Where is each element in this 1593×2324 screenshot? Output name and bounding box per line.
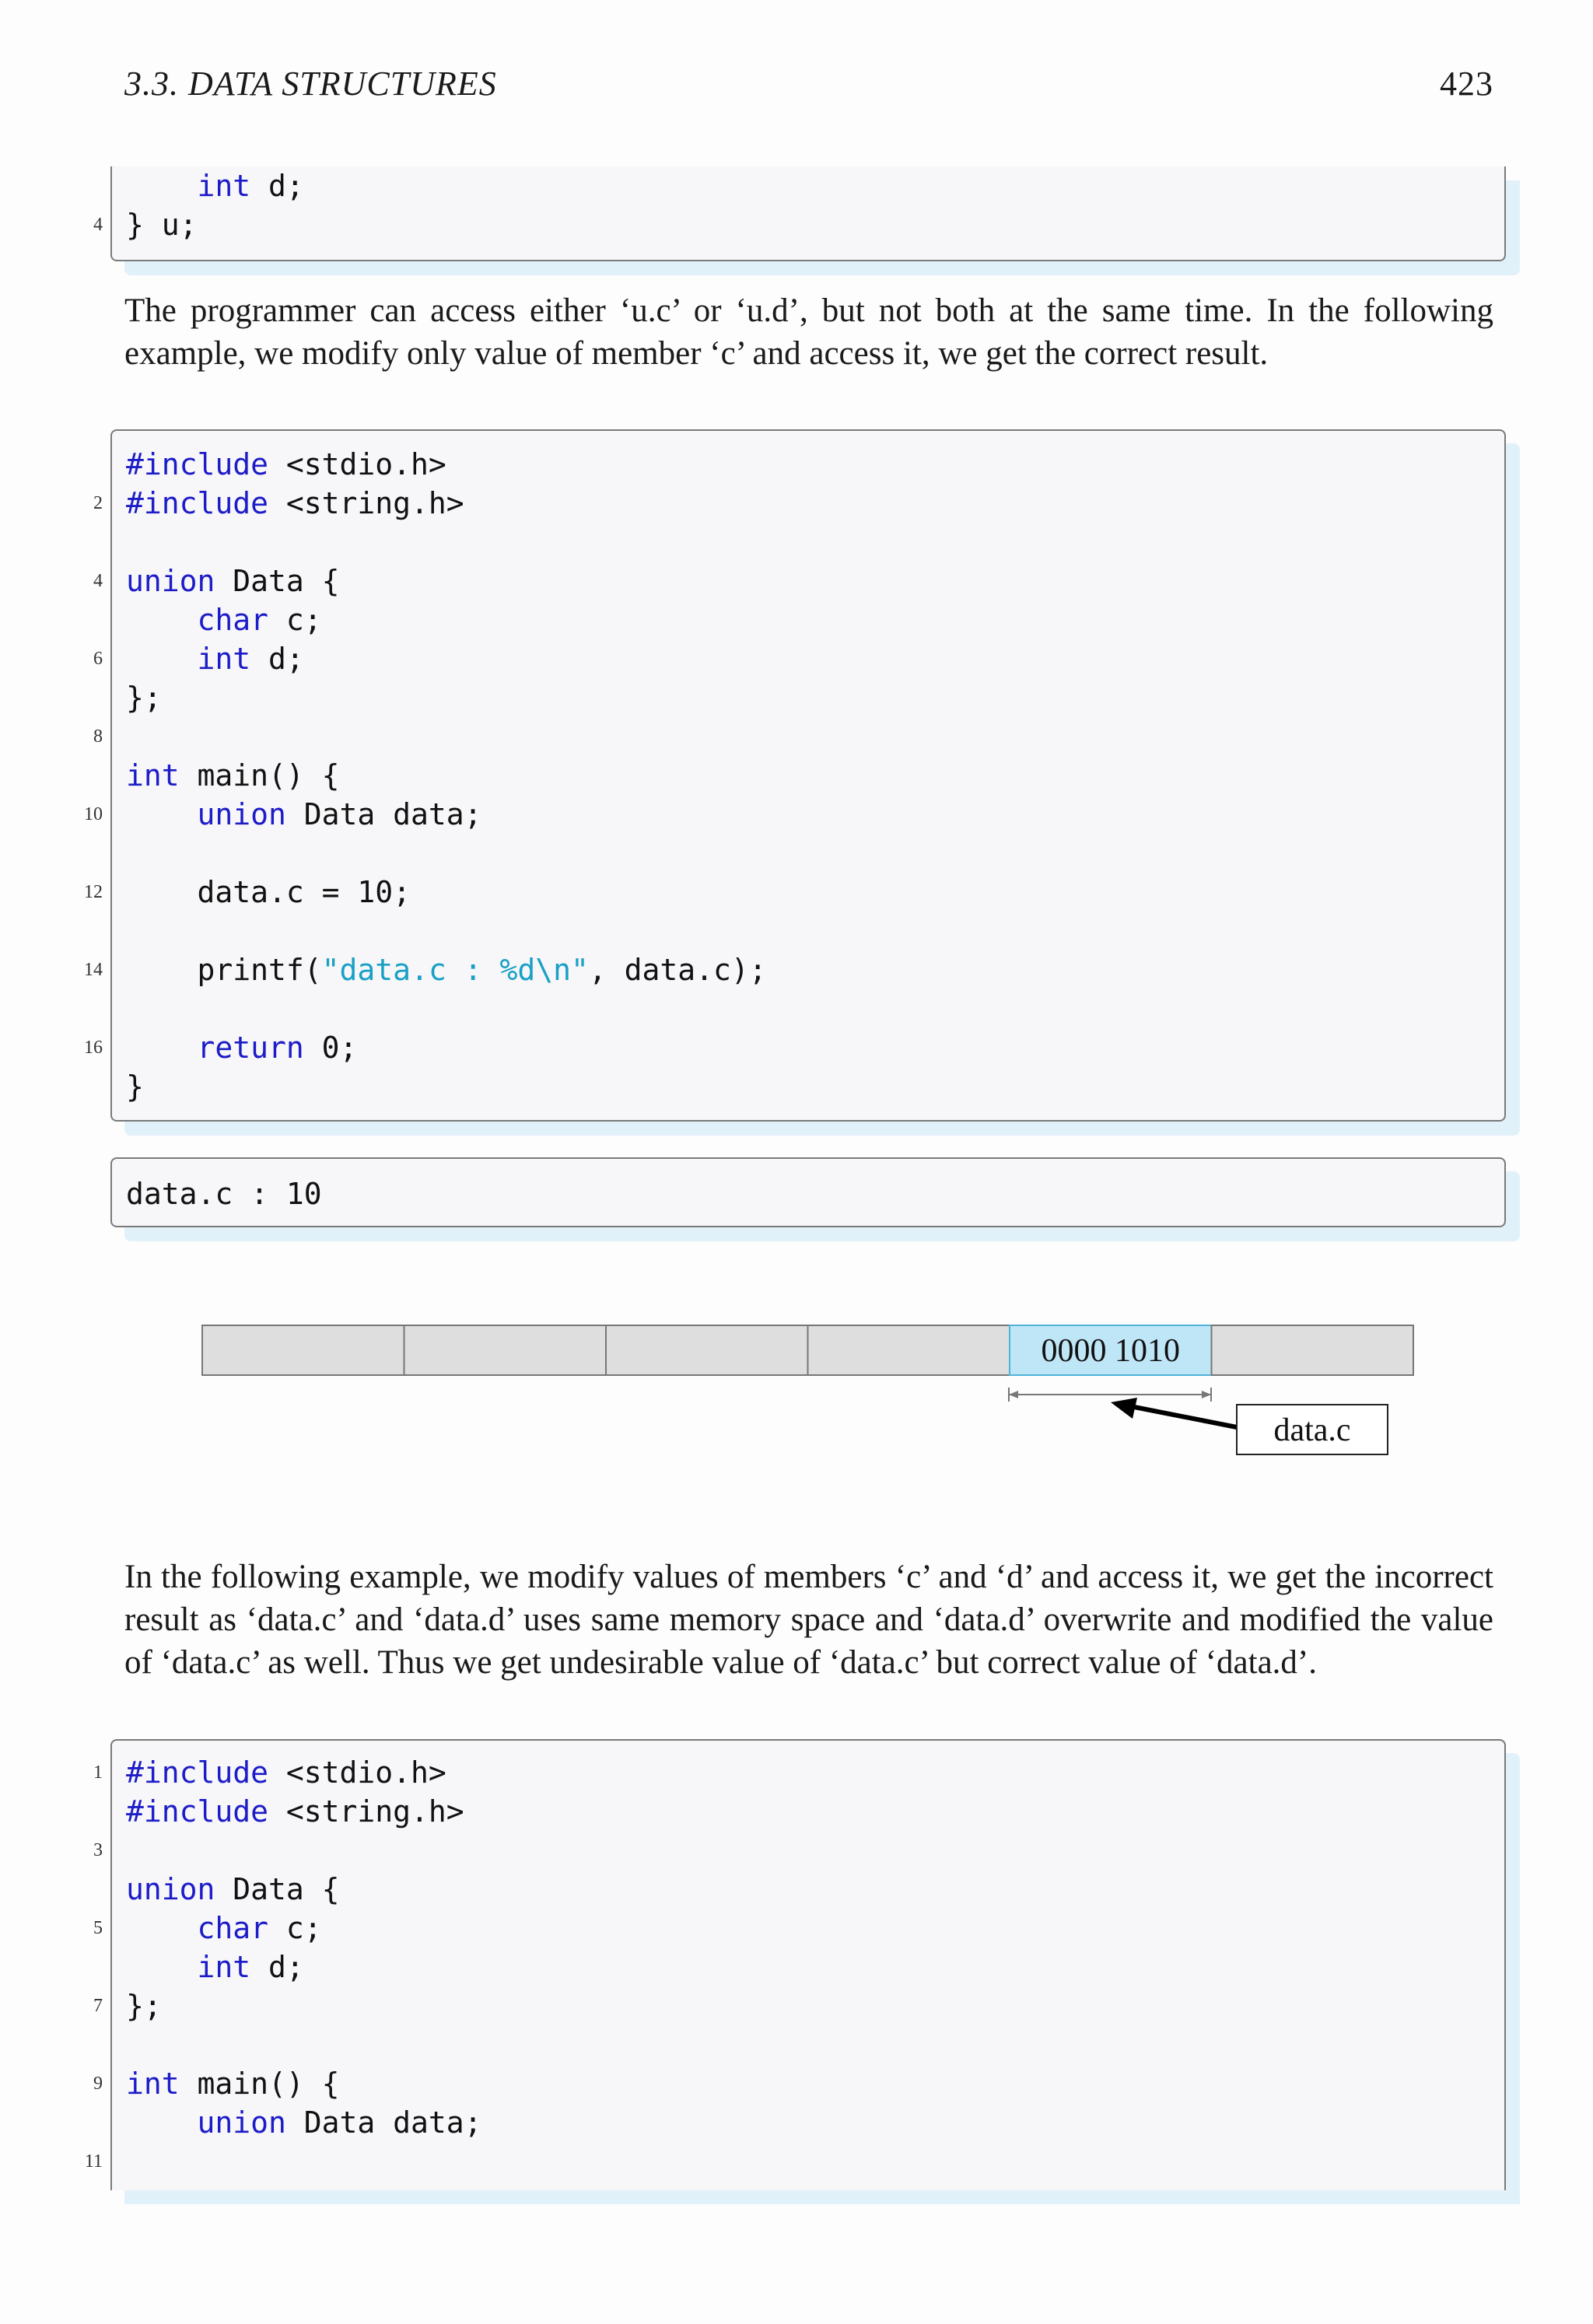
- memory-cell: [1212, 1325, 1414, 1375]
- pointer-label: data.c: [1273, 1412, 1351, 1448]
- code-line: 6 int d;: [112, 639, 1504, 678]
- code-line: [93, 1831, 1504, 1870]
- code-line: int main() {: [126, 758, 340, 793]
- code-line: 9 int main() {: [112, 2064, 1504, 2103]
- memory-cell: [202, 1325, 404, 1375]
- pointer-arrow: [1111, 1398, 1237, 1427]
- memory-cell: [404, 1325, 607, 1375]
- line-number: 3: [93, 1840, 103, 1860]
- memory-cell: [808, 1325, 1010, 1375]
- span-dimension-line: [1009, 1388, 1211, 1402]
- code-line: 10 union Data data;: [112, 795, 1504, 834]
- line-number: 6: [93, 649, 103, 669]
- code-line: int d;: [197, 1950, 304, 1984]
- line-number: 9: [93, 2074, 103, 2094]
- line-number: 16: [84, 1038, 103, 1058]
- line-number: 4: [93, 571, 103, 591]
- code-line: 12 data.c = 10;: [112, 873, 1504, 912]
- memory-cell-value: 0000 1010: [1041, 1333, 1180, 1369]
- code-line: 5 char c;: [112, 1909, 1504, 1948]
- paragraph-union-access: The programmer can access either ‘u.c’ or ‘u.d’, but not both at the same time. In the following example, we modify only value of member ‘c’ and access it, we get the correct result.: [124, 292, 1493, 372]
- code-line: union Data data;: [197, 2105, 482, 2140]
- line-number: 10: [84, 804, 103, 824]
- line-number: 5: [93, 1918, 103, 1938]
- line-number: 4: [93, 215, 103, 235]
- code-line: 16 return 0;: [112, 1028, 1504, 1067]
- line-number: 14: [84, 960, 103, 980]
- code-line: }: [126, 1069, 144, 1104]
- code-line: #include <stdio.h>: [126, 447, 446, 481]
- line-number: 11: [84, 2151, 103, 2172]
- line-number: 1: [93, 1762, 103, 1783]
- code-listing-union-overwrite: [84, 1739, 1506, 2190]
- memory-cell: [606, 1325, 808, 1375]
- paragraph-union-overwrite: In the following example, we modify values of members ‘c’ and ‘d’ and access it, we get the incorrect result as ‘data.c’ and ‘data.d’ uses same memory space and ‘data.d’ overwrite and modified the value of ‘data.c’ as well. Thus we get undesirable value of ‘data.c’ but correct value of ‘data.d’.: [124, 1559, 1493, 1681]
- code-line: #include <string.h>: [126, 1794, 464, 1829]
- code-line: char c;: [197, 603, 322, 637]
- code-line: union Data {: [126, 1872, 340, 1906]
- section-title: 3.3. DATA STRUCTURES: [124, 65, 497, 103]
- code-line: int d;: [197, 169, 304, 203]
- line-number: 2: [93, 493, 103, 513]
- line-number: 12: [84, 882, 103, 902]
- code-line: 4 } u;: [112, 205, 1504, 244]
- code-line: 4 union Data {: [112, 562, 1504, 600]
- code-line: 1 #include <stdio.h>: [112, 1753, 1504, 1792]
- line-number: 8: [93, 726, 103, 747]
- code-line: 2 #include <string.h>: [112, 484, 1504, 523]
- code-line: [112, 2025, 1504, 2064]
- code-line: [84, 2142, 1504, 2181]
- output-line: data.c : 10: [126, 1177, 322, 1211]
- code-line: 7 };: [112, 1986, 1504, 2025]
- code-line: 14 printf("data.c : %d\n", data.c);: [112, 950, 1504, 989]
- page-number: 423: [1440, 65, 1493, 103]
- line-number: 7: [93, 1996, 103, 2016]
- code-line: };: [126, 681, 162, 715]
